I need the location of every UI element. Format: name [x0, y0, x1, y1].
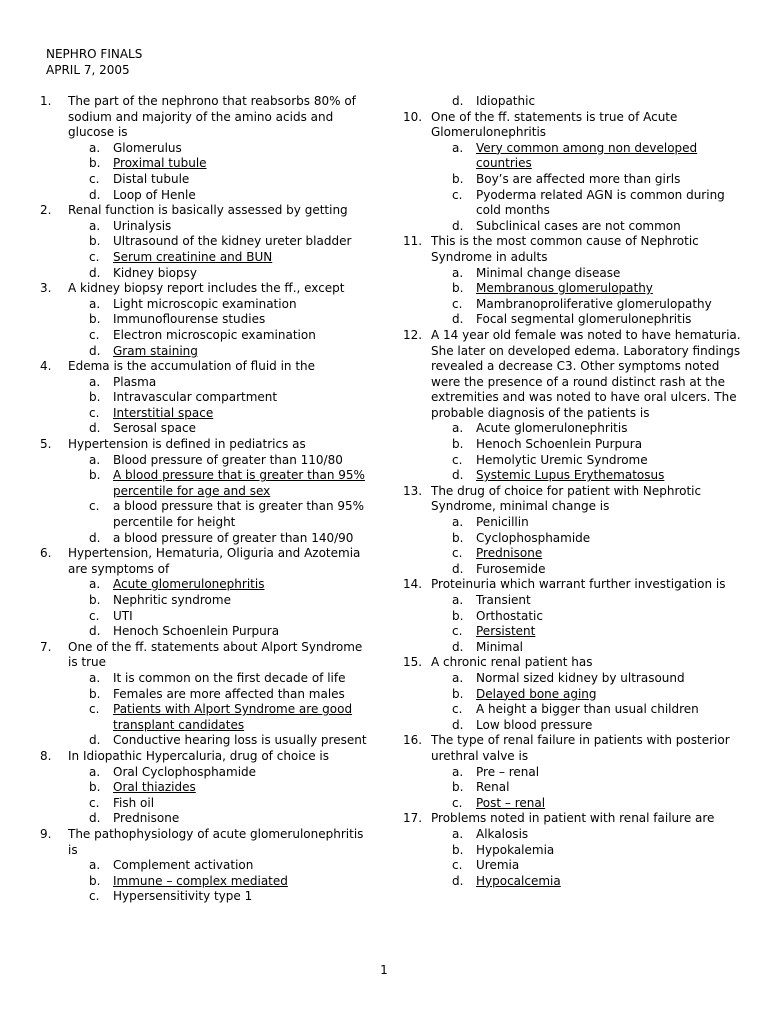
option-letter: a.: [452, 826, 464, 841]
option-text: Distal tubule: [113, 171, 190, 186]
option-text: a blood pressure that is greater than 95% percentile for height: [113, 499, 365, 530]
correct-option-text: Persistent: [476, 624, 536, 639]
option-letter: b.: [452, 842, 464, 857]
option-letter: c.: [89, 702, 100, 717]
option-text: Penicillin: [476, 515, 529, 530]
answer-option: [40, 889, 370, 905]
answer-option: [403, 437, 743, 453]
answer-option: [40, 531, 370, 547]
option-letter: d.: [89, 421, 101, 436]
exam-date: APRIL 7, 2005: [46, 63, 130, 77]
option-text: Electron microscopic examination: [113, 327, 316, 342]
question: [403, 234, 743, 265]
option-letter: c.: [452, 296, 463, 311]
answer-option: [40, 609, 370, 625]
option-letter: c.: [89, 608, 100, 623]
answer-option: [403, 796, 743, 812]
answer-option: [403, 453, 743, 469]
question-text: A 14 year old female was noted to have hematuria. She later on developed edema. Laboratory findings revealed a decrease C3. Other symptoms noted were the presence of a round distinct rash at the extremities and was noted to have oral ulcers. The probable diagnosis of the patients is: [431, 327, 741, 420]
option-letter: b.: [452, 780, 464, 795]
answer-option: [403, 609, 743, 625]
question-number: 13.: [403, 483, 423, 498]
question-text: One of the ff. statements about Alport Syndrome is true: [68, 639, 363, 670]
option-text: A height a bigger than usual children: [476, 702, 699, 717]
answer-option: [403, 546, 743, 562]
option-letter: b.: [89, 156, 101, 171]
answer-option: [40, 624, 370, 640]
answer-option: [403, 172, 743, 188]
option-text: It is common on the first decade of life: [113, 670, 346, 685]
correct-option-text: Serum creatinine and BUN: [113, 249, 273, 264]
answer-option: [403, 141, 743, 172]
answer-option: [40, 234, 370, 250]
answer-option: [403, 468, 743, 484]
option-letter: b.: [452, 530, 464, 545]
page-number: 1: [380, 963, 388, 977]
option-letter: a.: [452, 670, 464, 685]
option-letter: a.: [452, 764, 464, 779]
option-text: Pyoderma related AGN is common during cold months: [476, 187, 725, 218]
answer-option: [40, 188, 370, 204]
question-number: 7.: [40, 639, 52, 654]
option-text: Hypersensitivity type 1: [113, 889, 253, 904]
option-letter: c.: [452, 546, 463, 561]
option-letter: b.: [89, 780, 101, 795]
question-text: The pathophysiology of acute glomerulonephritis is: [68, 826, 364, 857]
question-number: 14.: [403, 577, 423, 592]
question-text: A kidney biopsy report includes the ff., except: [68, 281, 345, 296]
answer-option: [40, 421, 370, 437]
question-text: Proteinuria which warrant further investigation is: [431, 577, 726, 592]
option-text: Complement activation: [113, 858, 254, 873]
question: [40, 203, 370, 219]
question: [40, 437, 370, 453]
correct-option-text: Delayed bone aging: [476, 686, 597, 701]
answer-option: [403, 219, 743, 235]
answer-option: [403, 593, 743, 609]
question-number: 6.: [40, 546, 52, 561]
option-letter: b.: [452, 608, 464, 623]
answer-option: [403, 858, 743, 874]
option-text: Normal sized kidney by ultrasound: [476, 670, 685, 685]
option-text: Blood pressure of greater than 110/80: [113, 452, 343, 467]
question: [403, 577, 743, 593]
option-letter: a.: [452, 421, 464, 436]
answer-option: [40, 593, 370, 609]
question: [40, 359, 370, 375]
option-text: Henoch Schoenlein Purpura: [476, 437, 643, 452]
question-text: Edema is the accumulation of fluid in the: [68, 359, 316, 374]
option-letter: b.: [89, 686, 101, 701]
option-letter: d.: [89, 265, 101, 280]
option-text: Plasma: [113, 374, 157, 389]
correct-option-text: Very common among non developed countries: [476, 140, 698, 171]
answer-option: [40, 702, 370, 733]
question-text: Hypertension is defined in pediatrics as: [68, 437, 306, 452]
option-text: Acute glomerulonephritis: [476, 421, 628, 436]
answer-option: [403, 843, 743, 859]
option-letter: a.: [89, 296, 101, 311]
correct-option-text: Prednisone: [476, 546, 543, 561]
question-text: The part of the nephrono that reabsorbs 80% of sodium and majority of the amino acids and glucose is: [68, 94, 356, 140]
option-letter: c.: [89, 499, 100, 514]
option-letter: a.: [452, 593, 464, 607]
left-column: [40, 94, 370, 905]
option-letter: d.: [452, 717, 464, 732]
option-text: Urinalysis: [113, 218, 172, 233]
option-text: Light microscopic examination: [113, 296, 297, 311]
option-letter: c.: [452, 702, 463, 717]
answer-option: [40, 671, 370, 687]
option-letter: c.: [89, 889, 100, 904]
correct-option-text: Acute glomerulonephritis: [113, 577, 265, 592]
option-letter: a.: [452, 265, 464, 280]
option-letter: a.: [89, 218, 101, 233]
option-letter: d.: [89, 343, 101, 358]
option-letter: a.: [89, 140, 101, 155]
question-number: 10.: [403, 109, 423, 124]
option-letter: b.: [89, 312, 101, 327]
question-number: 15.: [403, 655, 423, 670]
answer-option: [40, 141, 370, 157]
option-letter: a.: [89, 374, 101, 389]
answer-option: [403, 515, 743, 531]
answer-option: [403, 718, 743, 734]
question: [40, 749, 370, 765]
option-letter: c.: [452, 795, 463, 810]
answer-option: [40, 858, 370, 874]
option-letter: a.: [89, 452, 101, 467]
option-letter: b.: [89, 593, 101, 607]
answer-option: [40, 796, 370, 812]
question-number: 16.: [403, 733, 423, 748]
option-letter: d.: [89, 530, 101, 545]
option-text: Cyclophosphamide: [476, 530, 591, 545]
option-text: Alkalosis: [476, 826, 529, 841]
answer-option: [40, 344, 370, 360]
question-number: 11.: [403, 234, 423, 249]
question-text: A chronic renal patient has: [431, 655, 593, 670]
answer-option: [403, 827, 743, 843]
option-letter: d.: [452, 639, 464, 654]
option-letter: c.: [89, 405, 100, 420]
question: [40, 546, 370, 577]
option-letter: d.: [452, 312, 464, 327]
option-text: Prednisone: [113, 811, 180, 826]
question: [40, 827, 370, 858]
question: [403, 655, 743, 671]
exam-title: NEPHRO FINALS: [46, 47, 143, 61]
question-number: 2.: [40, 203, 52, 218]
answer-option: [403, 421, 743, 437]
option-text: Conductive hearing loss is usually present: [113, 733, 367, 748]
question-text: This is the most common cause of Nephrotic Syndrome in adults: [431, 234, 699, 264]
answer-option: [40, 297, 370, 313]
option-letter: d.: [452, 94, 464, 108]
option-text: Females are more affected than males: [113, 686, 345, 701]
question-number: 3.: [40, 281, 52, 296]
right-column: [403, 94, 743, 889]
answer-option: [403, 312, 743, 328]
option-text: Serosal space: [113, 421, 196, 436]
answer-option: [403, 281, 743, 297]
option-text: Fish oil: [113, 795, 155, 810]
option-text: Ultrasound of the kidney ureter bladder: [113, 234, 352, 249]
question-number: 5.: [40, 437, 52, 452]
option-text: Minimal: [476, 639, 524, 654]
option-text: Low blood pressure: [476, 717, 593, 732]
correct-option-text: Proximal tubule: [113, 156, 207, 171]
option-letter: c.: [452, 452, 463, 467]
question: [40, 640, 370, 671]
answer-option: [40, 328, 370, 344]
correct-option-text: Systemic Lupus Erythematosus: [476, 468, 665, 483]
correct-option-text: Oral thiazides: [113, 780, 196, 795]
option-letter: c.: [452, 187, 463, 202]
option-text: Glomerulus: [113, 140, 182, 155]
option-text: Pre – renal: [476, 764, 540, 779]
option-letter: d.: [452, 873, 464, 888]
question: [403, 811, 743, 827]
option-letter: d.: [452, 468, 464, 483]
option-text: Oral Cyclophosphamide: [113, 764, 257, 779]
option-text: Kidney biopsy: [113, 265, 197, 280]
option-letter: d.: [452, 218, 464, 233]
question-number: 17.: [403, 811, 423, 826]
option-text: Subclinical cases are not common: [476, 218, 681, 233]
answer-option: [40, 266, 370, 282]
question-text: One of the ff. statements is true of Acute Glomerulonephritis: [431, 109, 678, 140]
option-text: Idiopathic: [476, 94, 536, 108]
option-text: Renal: [476, 780, 510, 795]
correct-option-text: A blood pressure that is greater than 95% percentile for age and sex: [113, 468, 365, 498]
option-letter: a.: [452, 140, 464, 155]
answer-option: [40, 172, 370, 188]
option-letter: b.: [452, 281, 464, 296]
option-letter: d.: [89, 733, 101, 748]
answer-option: [40, 577, 370, 593]
option-letter: c.: [89, 327, 100, 342]
option-letter: b.: [89, 390, 101, 405]
option-text: Furosemide: [476, 561, 546, 576]
question: [403, 484, 743, 515]
option-text: Intravascular compartment: [113, 390, 278, 405]
answer-option: [40, 156, 370, 172]
option-text: a blood pressure of greater than 140/90: [113, 530, 354, 545]
option-letter: d.: [89, 624, 101, 639]
answer-option: [40, 874, 370, 890]
question: [403, 733, 743, 764]
option-letter: b.: [452, 437, 464, 452]
answer-option: [403, 640, 743, 656]
question: [403, 110, 743, 141]
option-letter: c.: [452, 624, 463, 639]
answer-option: [40, 312, 370, 328]
question-number: 9.: [40, 826, 52, 841]
answer-option: [40, 765, 370, 781]
option-text: Focal segmental glomerulonephritis: [476, 312, 692, 327]
correct-option-text: Immune – complex mediated: [113, 873, 288, 888]
option-letter: b.: [89, 468, 101, 483]
option-text: Hemolytic Uremic Syndrome: [476, 452, 648, 467]
option-letter: a.: [452, 515, 464, 530]
answer-option: [403, 765, 743, 781]
question-number: 12.: [403, 327, 423, 342]
option-text: Boy’s are affected more than girls: [476, 171, 681, 186]
question-number: 1.: [40, 94, 52, 108]
option-letter: c.: [89, 171, 100, 186]
answer-option: [403, 702, 743, 718]
answer-option: [40, 468, 370, 499]
question: [40, 94, 370, 141]
option-letter: b.: [89, 234, 101, 249]
question-text: Renal function is basically assessed by getting: [68, 203, 348, 218]
option-letter: a.: [89, 670, 101, 685]
correct-option-text: Patients with Alport Syndrome are good transplant candidates: [113, 702, 353, 732]
option-text: Henoch Schoenlein Purpura: [113, 624, 280, 639]
option-text: UTI: [113, 608, 133, 623]
option-letter: b.: [452, 686, 464, 701]
answer-option: [403, 297, 743, 313]
option-letter: d.: [89, 811, 101, 826]
answer-option: [40, 250, 370, 266]
answer-option: [403, 562, 743, 578]
option-text: Loop of Henle: [113, 187, 196, 202]
option-letter: d.: [89, 187, 101, 202]
correct-option-text: Post – renal: [476, 795, 546, 810]
option-text: Hypokalemia: [476, 842, 555, 857]
answer-option: [403, 94, 743, 110]
option-letter: a.: [89, 577, 101, 592]
answer-option: [40, 406, 370, 422]
option-letter: c.: [89, 795, 100, 810]
answer-option: [403, 687, 743, 703]
answer-option: [40, 390, 370, 406]
option-letter: b.: [452, 171, 464, 186]
option-text: Orthostatic: [476, 608, 543, 623]
option-text: Transient: [476, 593, 531, 607]
answer-option: [40, 499, 370, 530]
question-text: The drug of choice for patient with Nephrotic Syndrome, minimal change is: [431, 483, 702, 514]
correct-option-text: Hypocalcemia: [476, 873, 561, 888]
correct-option-text: Gram staining: [113, 343, 198, 358]
answer-option: [403, 266, 743, 282]
question: [403, 328, 743, 422]
option-letter: a.: [89, 858, 101, 873]
answer-option: [40, 780, 370, 796]
question: [40, 281, 370, 297]
option-letter: b.: [89, 873, 101, 888]
answer-option: [403, 671, 743, 687]
answer-option: [40, 811, 370, 827]
option-text: Mambranoproliferative glomerulopathy: [476, 296, 712, 311]
question-text: Problems noted in patient with renal failure are: [431, 811, 715, 826]
answer-option: [403, 874, 743, 890]
document-header: [46, 47, 142, 79]
question-number: 4.: [40, 359, 52, 374]
option-letter: d.: [452, 561, 464, 576]
answer-option: [403, 780, 743, 796]
correct-option-text: Interstitial space: [113, 405, 214, 420]
answer-option: [403, 188, 743, 219]
option-text: Immunoflourense studies: [113, 312, 266, 327]
question-number: 8.: [40, 748, 52, 763]
answer-option: [403, 624, 743, 640]
answer-option: [40, 733, 370, 749]
option-text: Uremia: [476, 858, 520, 873]
option-text: Nephritic syndrome: [113, 593, 231, 607]
question-text: The type of renal failure in patients with posterior urethral valve is: [431, 733, 730, 763]
option-letter: a.: [89, 764, 101, 779]
question-text: In Idiopathic Hypercaluria, drug of choice is: [68, 748, 329, 763]
question-text: Hypertension, Hematuria, Oliguria and Azotemia are symptoms of: [68, 546, 361, 576]
answer-option: [40, 219, 370, 235]
correct-option-text: Membranous glomerulopathy: [476, 281, 653, 296]
option-text: Minimal change disease: [476, 265, 621, 280]
answer-option: [40, 453, 370, 469]
option-letter: c.: [452, 858, 463, 873]
answer-option: [40, 687, 370, 703]
answer-option: [40, 375, 370, 391]
answer-option: [403, 531, 743, 547]
option-letter: c.: [89, 249, 100, 264]
